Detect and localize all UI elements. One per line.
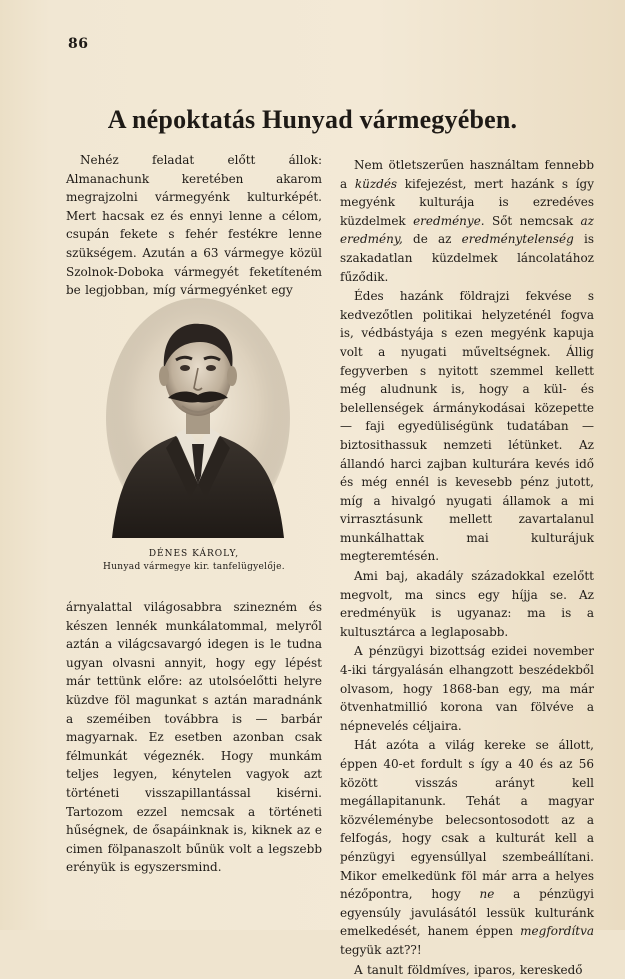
emphasis-text: küzdés [354, 176, 398, 191]
caption-role: Hunyad vármegye kir. tanfelügyelője. [103, 562, 285, 572]
emphasis-text: megfordítva [520, 924, 594, 939]
article-title: A népoktatás Hunyad vármegyében. [107, 105, 518, 134]
right-paragraph-6: A tanult földmíves, iparos, kereskedő [354, 962, 583, 977]
text-run: tegyük azt??! [340, 942, 422, 957]
left-column-top [66, 151, 322, 300]
text-run: Hát azóta a világ kereke se állott, éppen 40-et fordult s így a 40 és az 56 között visszás arányt kell megállapitanunk. Tehát a magyar közvéleménybe belecsontosodott az a felfogás, hogy csak a kulturát kell a pénzügyi egyensúllyal szembeállítani. Mikor emelkedünk föl már arra a helyes nézőpontra, hogy [340, 738, 594, 902]
emphasis-text: eredménye. [413, 213, 485, 228]
text-run: kifejezést, mert hazánk s így megyénk kulturája is ezredéves küzdelmek [340, 176, 594, 228]
emphasis-text: az eredmény, [340, 213, 594, 247]
right-paragraph-2: Édes hazánk földrajzi fekvése s kedvezőtlen politikai helyzeténél fogva is, védbástyája s ezen megyénk kapuja volt a nyugati műveltségnek. Állig fegyverben s nyitott szemmel kellett még aludnunk is, hogy a kül- és belellenségek ármánykodásai közepette — faji egyedüliségünk tudatában — biztosithassuk nemzeti létünket. Az állandó harci zajban kulturára kevés idő és még ennél is kevesebb pénz jutott, míg a hivalgó nyugati államok a mi virrasztásunk mellett zavartalanul munkálhattak mai kulturájuk megteremtésén. [340, 289, 594, 564]
text-run: Sőt nemcsak [484, 213, 581, 228]
left-paragraph-bottom: árnyalattal világosabbra szinezném és készen lennék munkálatommal, melyről aztán a világcsavargó idegen is le tudna ugyan olvasni annyit, hogy egy lépést már tettünk előre: az utolsóelőtti helyre küzdve föl magunkat s aztán maradnánk a szeméiben továbbra is — barbár magyarnak. Ez esetben azonban csak félmunkát végeznék. Hogy munkám teljes legyen, kénytelen vagyok azt történeti visszapillantással kisérni. Tartozom ezzel nemcsak a történeti hűségnek, de ősapáinknak is, kiknek az e cimen fölpanaszolt bűnük volt a legszebb erényük is egyszersmind. [66, 600, 322, 875]
text-run: is szakadatlan küzdelmek láncolatához fűződik. [340, 232, 595, 284]
text-run: a pénzügyi egyensúly javulásától lessük kulturánk emelkedését, hanem éppen [340, 887, 594, 939]
right-paragraph-4: A pénzügyi bizottság ezidei november 4-iki tárgyalásán elhangzott beszédekből olvasom, hogy 1868-ban egy, ma már ötvenhatmillió korona van fölvéve a népnevelés céljaira. [340, 644, 594, 733]
portrait-caption [84, 548, 304, 574]
emphasis-text: ne [479, 887, 495, 902]
emphasis-text: eredménytelenség [461, 232, 574, 247]
page-number: 86 [68, 36, 89, 52]
left-paragraph-top: Nehéz feladat előtt állok: Almanachunk keretében akarom megrajzolni vármegyénk kulturképét. Mert hacsak ez és ennyi lenne a célom, csupán fekete s fehér festékre lenne szükségem. Azután a 63 vármegye közül Szolnok-Doboka vármegyét feketíteném be legjobban, míg vármegyénket egy [66, 153, 322, 298]
right-column [340, 156, 594, 979]
portrait-photo [106, 298, 290, 538]
portrait-image [106, 298, 290, 538]
left-column-bottom [66, 598, 322, 877]
text-run: Nem ötletszerűen használtam fennebb a [340, 158, 594, 191]
caption-name: DÉNES KÁROLY, [148, 549, 240, 559]
text-run: de az [402, 232, 462, 247]
right-paragraph-5 [340, 736, 594, 959]
right-paragraph-1 [340, 156, 594, 286]
right-paragraph-3: Ami baj, akadály századokkal ezelőtt megvolt, ma sincs egy híjja se. Az eredményük is ugyanaz: ma is a kultusztárca a leglaposabb. [340, 569, 594, 639]
